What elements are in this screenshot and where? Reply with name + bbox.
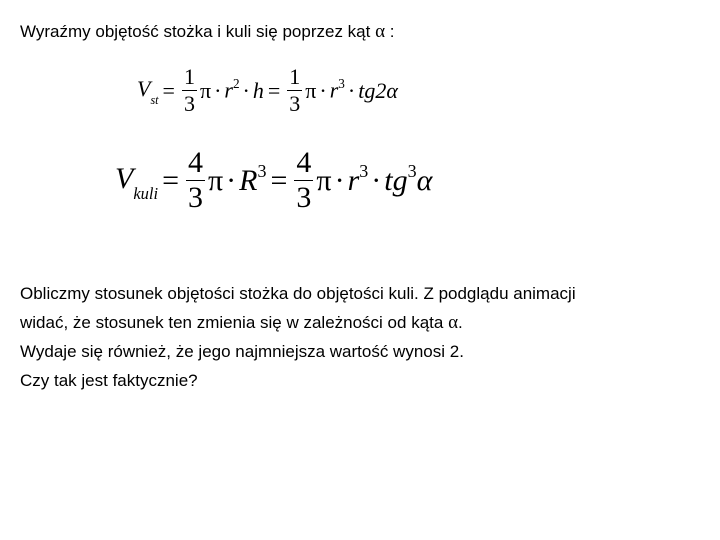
angle-symbol: α [416,163,433,197]
pi-symbol: π [305,77,317,103]
explanation-paragraph [20,279,576,395]
big-radius-cubed: $R^3$ [239,161,267,197]
fraction-one-third: $\frac{1}{3}$ [289,64,301,116]
intro-text: Wyraźmy objętość stożka i kuli się poprzez kąt [20,22,371,41]
cone-volume-symbol: $V_{st}$ [137,75,159,108]
pi-symbol: π [316,163,332,197]
pi-symbol: π [199,77,212,103]
equals-sign: = [162,77,175,103]
alpha-symbol: α [375,21,386,42]
fraction-one-third: $\frac{1}{3}$ [183,64,195,116]
height-symbol: h [252,77,264,103]
pi-symbol: π [208,163,224,197]
sphere-volume-formula: $V_{kuli}$ = $\frac{4}{3}$ π · $R^3$ = $\frac{4}{3}$ π · $r^3$ · $tg^3$ α [115,146,433,214]
equals-sign: = [270,163,288,197]
intro-suffix: : [385,22,395,41]
intro-line [20,20,395,44]
sphere-volume-symbol: $V_{kuli}$ [115,161,159,203]
cone-volume-formula: $V_{st}$ = $\frac{1}{3}$ π · $r^2$ · h = $\frac{1}{3}$ π · $r^3$ · tg 2α [137,64,398,116]
tangent-function: tg [358,77,376,103]
radius-squared: $r^2$ [224,76,240,103]
angle-symbol: 2α [375,77,398,103]
tangent-cubed: $tg^3$ [384,161,417,197]
fraction-four-thirds: $\frac{4}{3}$ [296,146,312,214]
radius-cubed: $r^3$ [347,161,369,197]
paragraph-line-4: Czy tak jest faktycznie? [20,371,198,390]
paragraph-line-3: Wydaje się również, że jego najmniejsza wartość wynosi 2. [20,342,464,361]
fraction-four-thirds: $\frac{4}{3}$ [188,146,203,214]
radius-cubed: $r^3$ [329,76,345,103]
equals-sign: = [162,163,179,197]
alpha-symbol: α [448,312,459,333]
paragraph-line-2: widać, że stosunek ten zmienia się w zależności od kąta α. [20,312,463,333]
paragraph-line-1: Obliczmy stosunek objętości stożka do objętości kuli. Z podglądu animacji [20,284,576,303]
equals-sign: = [267,77,281,103]
